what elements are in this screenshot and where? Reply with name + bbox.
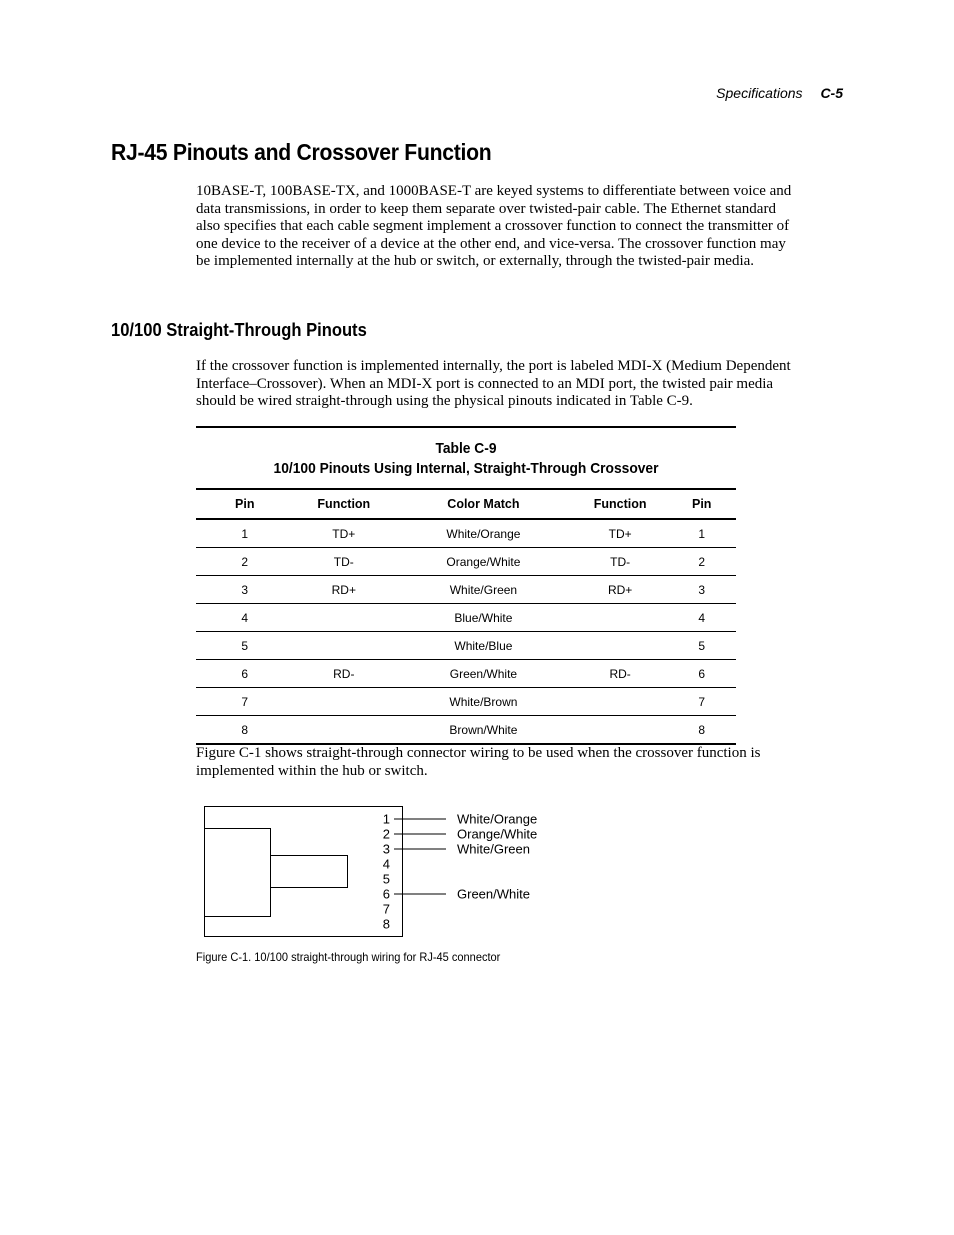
figure-caption: Figure C-1. 10/100 straight-through wiring for RJ-45 connector <box>196 950 501 964</box>
table-caption-number: Table C-9 <box>435 440 497 457</box>
page-number: C-5 <box>820 85 843 101</box>
cell-pin-2: 1 <box>667 519 736 548</box>
cell-pin: 4 <box>196 604 294 632</box>
cell-pin-2: 5 <box>667 632 736 660</box>
cell-function-2: TD+ <box>573 519 668 548</box>
wire-color-label: White/Green <box>457 841 530 857</box>
cell-function-2: RD- <box>573 660 668 688</box>
cell-color-match: Blue/White <box>394 604 573 632</box>
pin-number-label: 3 <box>382 841 390 857</box>
cell-color-match: Green/White <box>394 660 573 688</box>
table-body <box>196 519 736 744</box>
cell-pin: 1 <box>196 519 294 548</box>
header-color-match: Color Match <box>394 489 573 519</box>
intro-paragraph: 10BASE-T, 100BASE-TX, and 1000BASE-T are keyed systems to differentiate between voice and data transmissions, in order to keep them separate over twisted-pair cable. The Ethernet standard also specifies that each cable segment implement a crossover function to connect the transmitter of one device to the receiver of a device at the other end, and vice-versa. The crossover function may be implemented internally at the hub or switch, or externally, through the twisted-pair media. <box>196 183 792 269</box>
table-top-rule <box>196 426 736 428</box>
table-row <box>196 576 736 604</box>
cell-color-match: White/Brown <box>394 688 573 716</box>
cell-pin-2: 3 <box>667 576 736 604</box>
table-row <box>196 716 736 745</box>
subsection-title: 10/100 Straight-Through Pinouts <box>111 320 367 340</box>
header-pin: Pin <box>196 489 294 519</box>
table-row <box>196 604 736 632</box>
cell-pin-2: 4 <box>667 604 736 632</box>
wire-color-label: Orange/White <box>457 826 538 842</box>
header-pin-2: Pin <box>667 489 736 519</box>
cell-pin: 3 <box>196 576 294 604</box>
table-caption <box>218 439 715 479</box>
cell-pin-2: 6 <box>667 660 736 688</box>
table-caption-title: 10/100 Pinouts Using Internal, Straight-Through Crossover <box>273 460 659 477</box>
table-row <box>196 548 736 576</box>
pin-number-label: 8 <box>382 916 390 932</box>
pin-number-label: 7 <box>382 901 390 917</box>
cell-color-match: White/Orange <box>394 519 573 548</box>
pinout-table <box>196 488 736 745</box>
body-paragraph: If the crossover function is implemented internally, the port is labeled MDI-X (Medium Dependent Interface–Crossover). When an MDI-X port is connected to an MDI port, the twisted pair media should be wired straight-through using the physical pinouts indicated in Table C-9. <box>196 358 791 409</box>
cell-function-2 <box>573 688 668 716</box>
running-header-section: Specifications <box>716 85 803 101</box>
cell-function-2 <box>573 604 668 632</box>
figure-intro-paragraph: Figure C-1 shows straight-through connector wiring to be used when the crossover function is implemented within the hub or switch. <box>196 745 761 779</box>
table-row <box>196 519 736 548</box>
table-row <box>196 632 736 660</box>
pin-number-label: 6 <box>382 886 390 902</box>
cell-function <box>294 604 395 632</box>
cell-function <box>294 688 395 716</box>
cell-function: TD+ <box>294 519 395 548</box>
wiring-figure <box>196 800 576 950</box>
cell-pin: 7 <box>196 688 294 716</box>
cell-function: RD- <box>294 660 395 688</box>
cell-function-2 <box>573 716 668 745</box>
connector-latch <box>271 856 348 888</box>
cell-function-2 <box>573 632 668 660</box>
cell-pin: 2 <box>196 548 294 576</box>
cell-function: TD- <box>294 548 395 576</box>
pin-number-label: 2 <box>382 826 390 842</box>
table-row <box>196 688 736 716</box>
cell-function <box>294 716 395 745</box>
section-title: RJ-45 Pinouts and Crossover Function <box>111 139 492 165</box>
table-header-row <box>196 489 736 519</box>
running-header <box>716 85 843 101</box>
cell-function: RD+ <box>294 576 395 604</box>
cell-color-match: Orange/White <box>394 548 573 576</box>
header-function: Function <box>294 489 395 519</box>
wire-color-label: Green/White <box>457 886 530 902</box>
pin-number-label: 5 <box>382 871 390 887</box>
cell-color-match: Brown/White <box>394 716 573 745</box>
pinout-table-block <box>196 426 736 745</box>
cell-function-2: RD+ <box>573 576 668 604</box>
pin-number-label: 4 <box>382 856 390 872</box>
wire-color-label: White/Orange <box>457 811 538 827</box>
cell-function-2: TD- <box>573 548 668 576</box>
connector-plug <box>205 829 271 917</box>
cell-color-match: White/Green <box>394 576 573 604</box>
cell-pin-2: 7 <box>667 688 736 716</box>
cell-pin-2: 8 <box>667 716 736 745</box>
cell-function <box>294 632 395 660</box>
cell-pin: 5 <box>196 632 294 660</box>
table-row <box>196 660 736 688</box>
wiring-diagram <box>196 800 576 950</box>
cell-pin: 6 <box>196 660 294 688</box>
pin-number-label: 1 <box>382 811 390 827</box>
cell-color-match: White/Blue <box>394 632 573 660</box>
cell-pin: 8 <box>196 716 294 745</box>
cell-pin-2: 2 <box>667 548 736 576</box>
figure-mask <box>196 800 204 950</box>
header-function-2: Function <box>573 489 668 519</box>
